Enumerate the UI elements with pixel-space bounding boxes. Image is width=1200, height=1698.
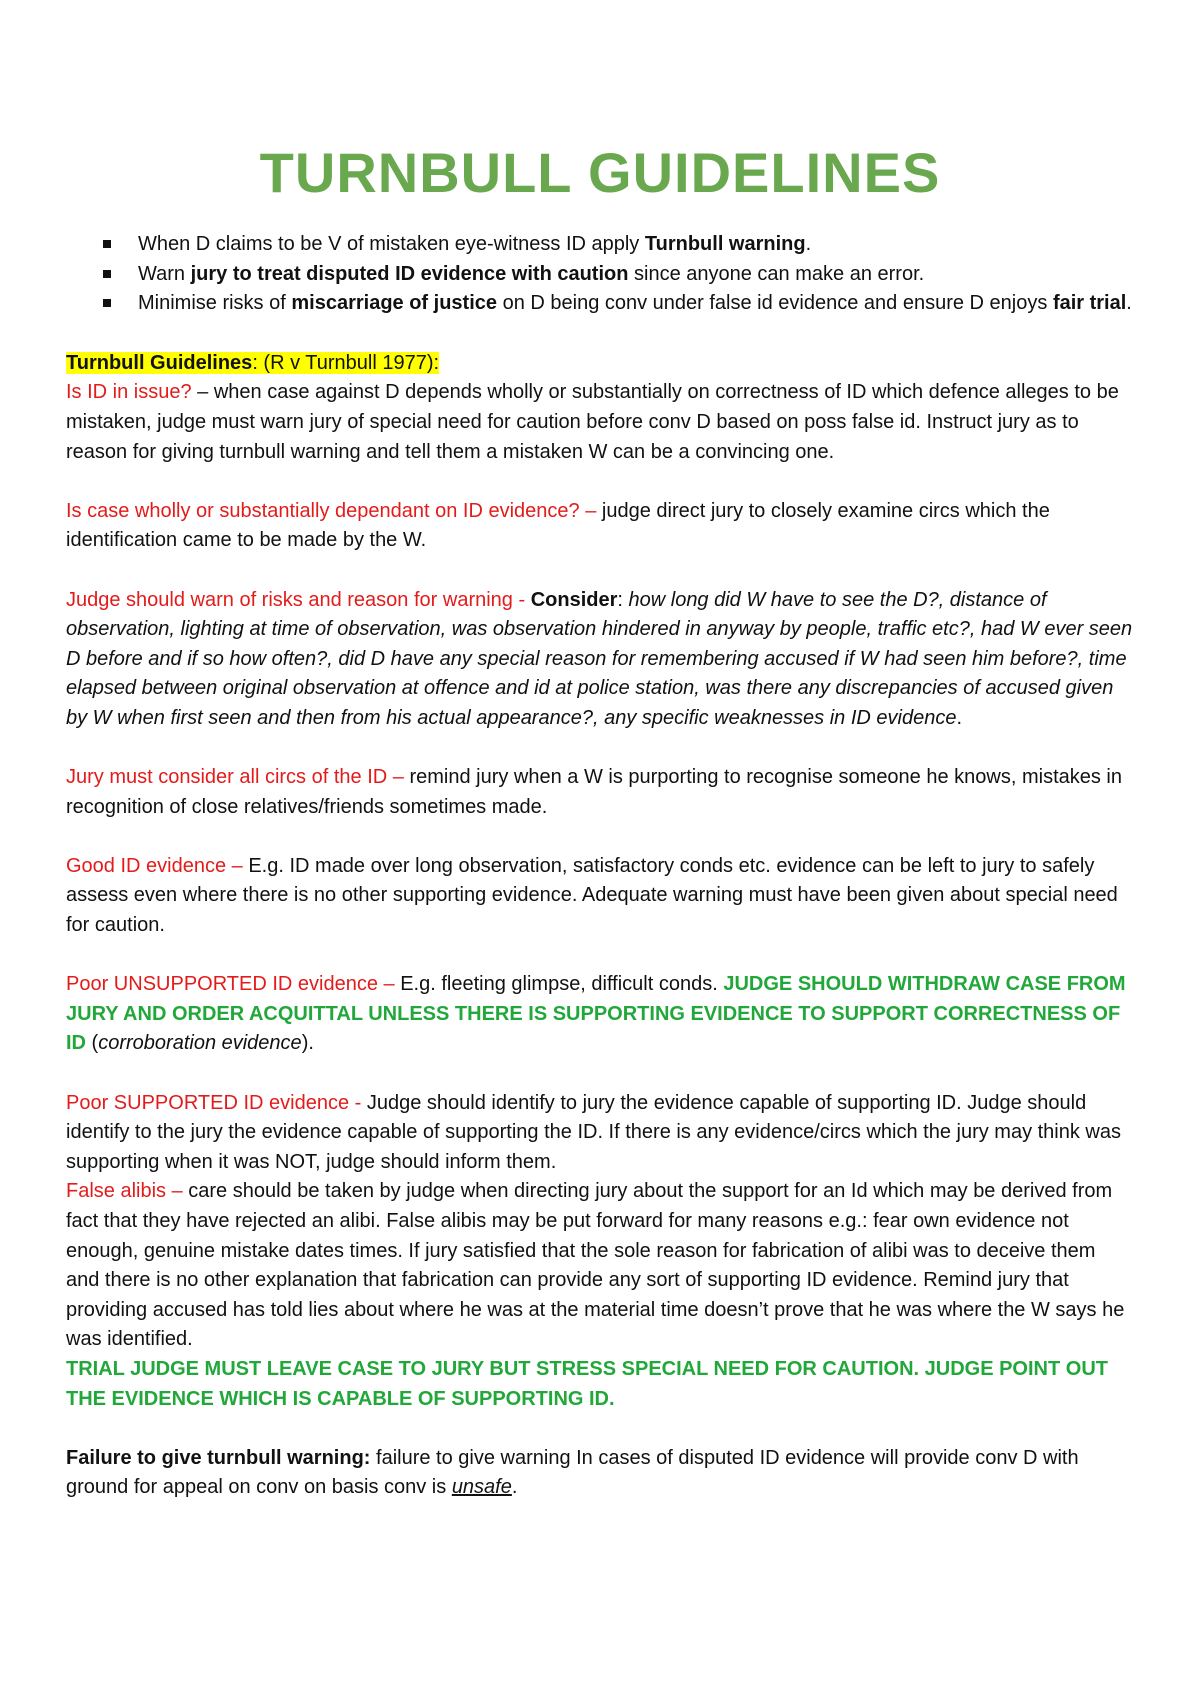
- bullet-text: When D claims to be V of mistaken eye-witness ID apply: [138, 233, 645, 255]
- paragraph-poor-unsupported: [66, 970, 1134, 1059]
- colon: :: [617, 588, 629, 611]
- square-bullet-icon: [103, 240, 111, 248]
- paragraph-judge-warn: [66, 586, 1134, 734]
- highlighted-heading: [66, 352, 439, 374]
- section-heading: [66, 349, 1134, 379]
- bullet-bold-text: Turnbull warning: [644, 233, 806, 255]
- red-subheading: Jury must consider all circs of the ID –: [66, 766, 404, 789]
- paragraph-false-alibis: [66, 1177, 1134, 1355]
- paragraph-failure: [66, 1444, 1134, 1503]
- red-subheading: Poor UNSUPPORTED ID evidence –: [66, 973, 395, 996]
- paragraph-body: judge direct jury to closely examine circs which the identification came to be made by the W.: [66, 499, 1050, 552]
- intro-bullet-list: [66, 230, 1134, 319]
- red-subheading: False alibis –: [66, 1180, 183, 1203]
- page-title: TURNBULL GUIDELINES: [259, 141, 941, 204]
- red-subheading: Is case wholly or substantially dependant on ID evidence? –: [66, 499, 597, 522]
- dash: –: [191, 381, 214, 404]
- paragraph-good-id: [66, 852, 1134, 941]
- bullet-bold-text: jury to treat disputed ID evidence with caution: [190, 262, 629, 285]
- paragraph-poor-supported: [66, 1089, 1134, 1178]
- heading-citation: : (R v Turnbull 1977):: [252, 351, 440, 374]
- bullet-bold-text: miscarriage of justice: [291, 292, 498, 315]
- list-item: [138, 289, 1134, 319]
- red-subheading: Poor SUPPORTED ID evidence -: [66, 1091, 367, 1114]
- bullet-text: .: [1126, 292, 1132, 315]
- paragraph-body: remind jury when a W is purporting to recognise someone he knows, mistakes in recognition of close relatives/friends sometimes made.: [66, 766, 1122, 818]
- paragraph-body: Judge should identify to jury the evidence capable of supporting ID. Judge should identify to the jury the evidence capable of supporting the ID. If there is any evidence/circs which the jury may think was supporting when it was NOT, judge should inform them.: [66, 1091, 1121, 1173]
- red-subheading: Judge should warn of risks and reason for warning -: [66, 588, 531, 611]
- bullet-bold-text: fair trial: [1052, 292, 1127, 315]
- bullet-text: since anyone can make an error.: [628, 262, 925, 285]
- red-subheading: Good ID evidence –: [66, 854, 243, 877]
- paragraph-trial-judge: [66, 1355, 1134, 1414]
- bold-subheading: Failure to give turnbull warning:: [66, 1446, 371, 1469]
- period: .: [956, 706, 963, 729]
- green-emphasis: JUDGE SHOULD WITHDRAW CASE FROM JURY AND ORDER ACQUITTAL UNLESS THERE IS SUPPORTING EVIDENCE TO SUPPORT CORRECTNESS OF ID: [66, 973, 1126, 1055]
- underlined-term: unsafe: [451, 1476, 512, 1499]
- list-item: [138, 230, 1134, 260]
- square-bullet-icon: [103, 299, 111, 307]
- red-subheading: Is ID in issue?: [66, 381, 192, 404]
- bold-label: Consider: [530, 588, 618, 611]
- paragraph-is-id-in-issue: [66, 378, 1134, 467]
- bullet-text: .: [805, 233, 812, 255]
- bullet-text: Minimise risks of: [138, 292, 292, 315]
- period: .: [511, 1476, 518, 1499]
- paragraph-jury-consider: [66, 763, 1134, 822]
- paragraph-body: E.g. ID made over long observation, satisfactory conds etc. evidence can be left to jury to safely assess even where there is no other supporting evidence. Adequate warning must have been given about special need for caution.: [66, 854, 1118, 937]
- paren-close: ).: [301, 1032, 314, 1055]
- paragraph-body: E.g. fleeting glimpse, difficult conds.: [394, 973, 724, 996]
- green-emphasis: TRIAL JUDGE MUST LEAVE CASE TO JURY BUT STRESS SPECIAL NEED FOR CAUTION. JUDGE POINT OUT THE EVIDENCE WHICH IS CAPABLE OF SUPPORTING ID.: [66, 1357, 1108, 1410]
- list-item: [138, 260, 1134, 290]
- paren-open: (: [86, 1032, 99, 1055]
- paragraph-body: care should be taken by judge when directing jury about the support for an Id which may be derived from fact that they have rejected an alibi. False alibis may be put forward for many reasons e.g.: fear own evidence not enough, genuine mistake dates times. If jury satisfied that the sole reason for fabrication of alibi was to deceive them and there is no other explanation that fabrication can provide any sort of supporting ID evidence. Remind jury that providing accused has told lies about where he was at the material time doesn’t prove that he was where the W says he was identified.: [66, 1180, 1125, 1351]
- paragraph-body: when case against D depends wholly or substantially on correctness of ID which defence alleges to be mistaken, judge must warn jury of special need for caution before conv D based on poss false id. Instruct jury as to reason for giving turnbull warning and tell them a mistaken W can be a convincing one.: [66, 381, 1119, 463]
- heading-label: Turnbull Guidelines: [66, 351, 253, 374]
- italic-considerations: how long did W have to see the D?, distance of observation, lighting at time of observation, was observation hindered in anyway by people, traffic etc?, had W ever seen D before and if so how often?, did D have any special reason for remembering accused if W had seen him before?, time elapsed between original observation at offence and id at police station, was there any discrepancies of accused given by W when first seen and then from his actual appearance?, any specific weaknesses in ID evidence: [66, 588, 1133, 729]
- square-bullet-icon: [103, 270, 111, 278]
- italic-note: corroboration evidence: [98, 1032, 302, 1055]
- paragraph-wholly-dependant: [66, 497, 1134, 556]
- bullet-text: on D being conv under false id evidence and ensure D enjoys: [497, 292, 1053, 315]
- paragraph-body: failure to give warning In cases of disputed ID evidence will provide conv D with ground for appeal on conv on basis conv is: [66, 1446, 1079, 1499]
- bullet-text: Warn: [138, 262, 191, 285]
